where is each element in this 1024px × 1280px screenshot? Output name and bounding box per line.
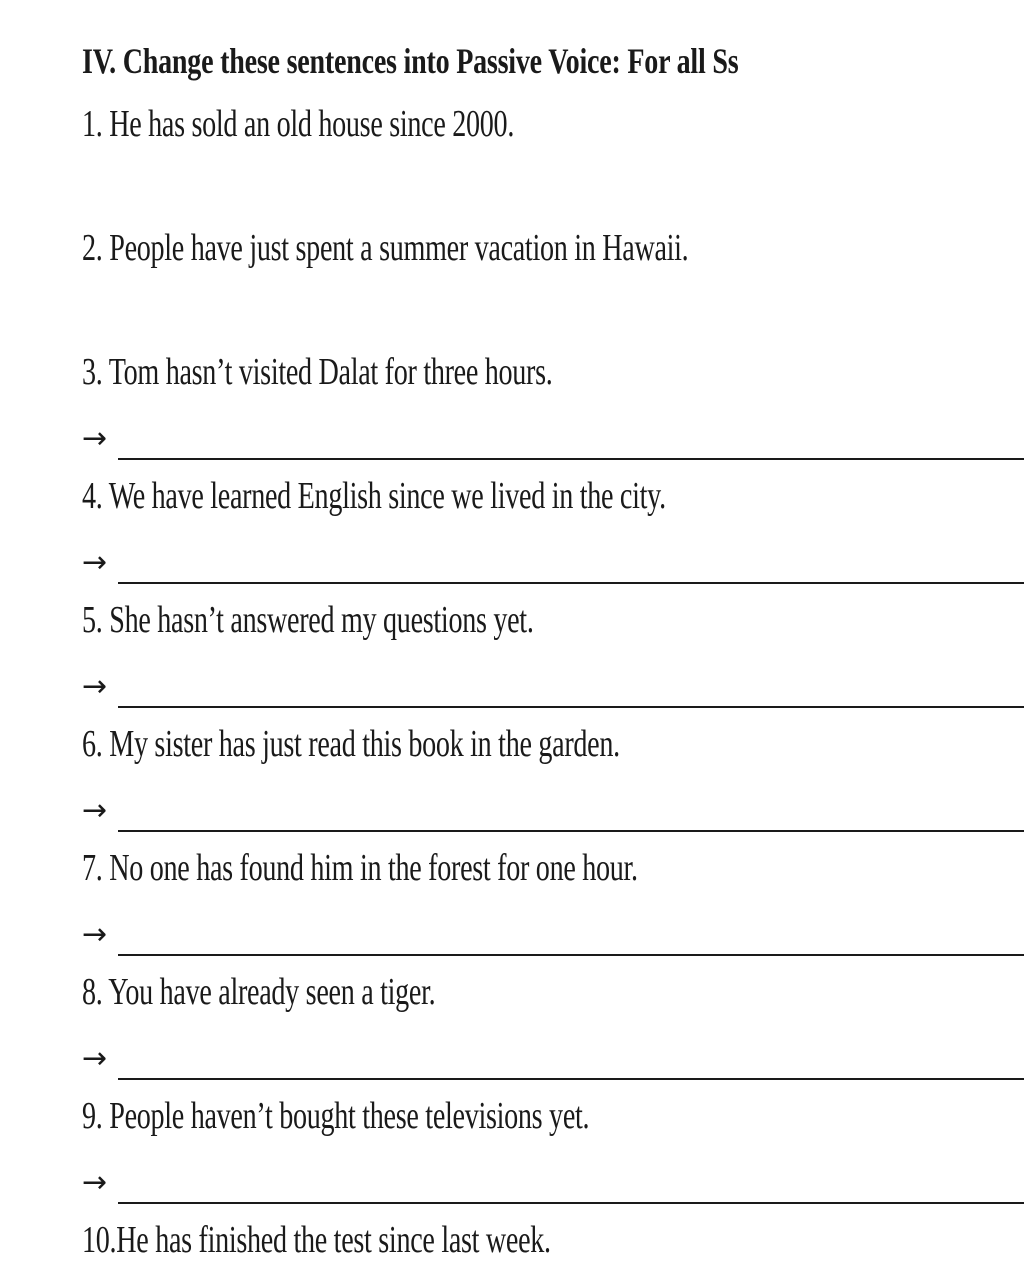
arrow-icon: → <box>82 669 108 704</box>
sentence-2: 2. People have just spent a summer vacation in Hawaii. <box>82 227 689 269</box>
sentence-3: 3. Tom hasn’t visited Dalat for three hours. <box>82 351 553 393</box>
answer-line-3[interactable] <box>82 421 1024 464</box>
answer-line-4[interactable] <box>82 545 1024 588</box>
blank-line <box>118 458 1024 460</box>
blank-line <box>118 1078 1024 1080</box>
sentence-4: 4. We have learned English since we lived in the city. <box>82 475 666 517</box>
exercise-title: IV. Change these sentences into Passive Voice: For all Ss <box>82 41 739 81</box>
sentence-9: 9. People haven’t bought these televisions yet. <box>82 1095 590 1137</box>
blank-line <box>118 954 1024 956</box>
answer-line-6[interactable] <box>82 793 1024 836</box>
blank-line <box>118 706 1024 708</box>
sentence-8: 8. You have already seen a tiger. <box>82 971 436 1013</box>
arrow-icon: → <box>82 421 108 456</box>
answer-line-7[interactable] <box>82 917 1024 960</box>
sentence-6: 6. My sister has just read this book in the garden. <box>82 723 620 765</box>
sentence-5: 5. She hasn’t answered my questions yet. <box>82 599 534 641</box>
answer-line-8[interactable] <box>82 1041 1024 1084</box>
answer-line-9[interactable] <box>82 1165 1024 1208</box>
arrow-icon: → <box>82 1041 108 1076</box>
sentence-1: 1. He has sold an old house since 2000. <box>82 103 515 145</box>
arrow-icon: → <box>82 1165 108 1200</box>
blank-line <box>118 582 1024 584</box>
answer-line-5[interactable] <box>82 669 1024 712</box>
sentence-10: 10.He has finished the test since last week. <box>82 1219 551 1261</box>
sentence-7: 7. No one has found him in the forest for one hour. <box>82 847 638 889</box>
arrow-icon: → <box>82 793 108 828</box>
arrow-icon: → <box>82 917 108 952</box>
arrow-icon: → <box>82 545 108 580</box>
blank-line <box>118 1202 1024 1204</box>
blank-line <box>118 830 1024 832</box>
